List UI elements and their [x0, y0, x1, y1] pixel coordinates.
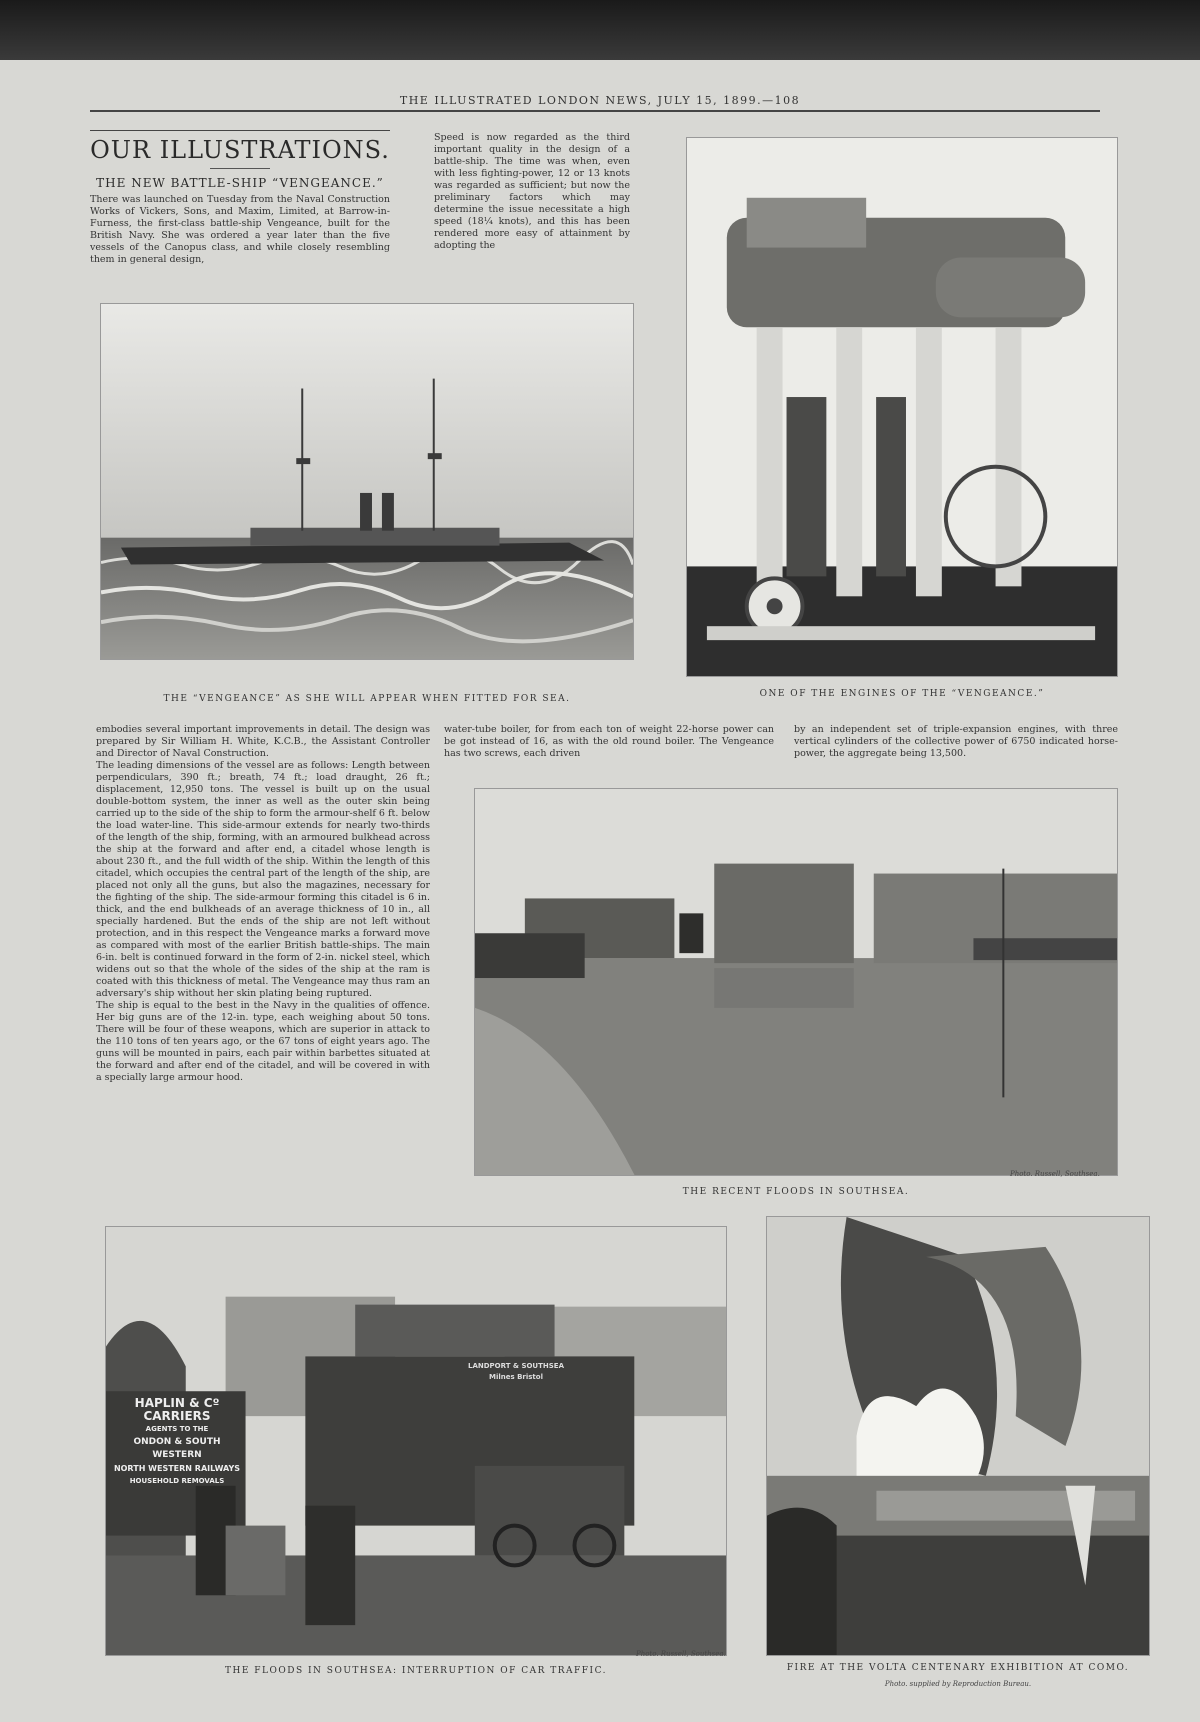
tram-signage [466, 1361, 566, 1383]
tram-sign-line-2: Milnes Bristol [488, 1373, 543, 1381]
engine-photo [686, 137, 1118, 677]
ship-caption: THE “VENGEANCE” AS SHE WILL APPEAR WHEN FITTED FOR SEA. [163, 694, 571, 704]
fire-photo [766, 1216, 1150, 1656]
newspaper-page [0, 60, 1200, 1722]
floods-illustration [475, 789, 1117, 1175]
article-intro-col1: There was launched on Tuesday from the Naval Construction Works of Vickers, Sons, and Maxim, Limited, at Barrow-in-Furness, the first-class battle-ship Vengeance, built for the British Navy. She was ordered a year later than the five vessels of the Canopus class, and while closely resembling them in general design, [90, 194, 390, 265]
tram-sign-line-1: LANDPORT & SOUTHSEA [467, 1362, 564, 1370]
van-sign-line-5: HOUSEHOLD REMOVALS [129, 1477, 225, 1485]
running-head: THE ILLUSTRATED LONDON NEWS, JULY 15, 1899.—108 [399, 94, 801, 107]
title-rule [90, 130, 390, 131]
floods-caption: THE RECENT FLOODS IN SOUTHSEA. [682, 1187, 910, 1197]
car-traffic-caption: THE FLOODS IN SOUTHSEA: INTERRUPTION OF CAR TRAFFIC. [224, 1666, 608, 1676]
header-rule [90, 110, 1100, 112]
van-sign-line-1: HAPLIN & Cº CARRIERS [134, 1396, 220, 1423]
article-body-col3: by an independent set of triple-expansion engines, with three vertical cylinders of the collective power of 6750 indicated horse-power, the aggregate being 13,500. [794, 724, 1118, 759]
van-signage [108, 1397, 246, 1488]
engine-caption: ONE OF THE ENGINES OF THE “VENGEANCE.” [759, 689, 1045, 699]
fire-credit: Photo. supplied by Reproduction Bureau. [884, 1680, 1032, 1688]
van-sign-line-4: NORTH WESTERN RAILWAYS [113, 1464, 241, 1473]
article-subtitle: THE NEW BATTLE-SHIP “VENGEANCE.” [96, 176, 384, 190]
floods-photo [474, 788, 1118, 1176]
ship-illustration [101, 304, 633, 659]
fire-caption: FIRE AT THE VOLTA CENTENARY EXHIBITION AT COMO. [786, 1663, 1130, 1673]
van-sign-line-2: AGENTS TO THE [145, 1425, 209, 1433]
van-sign-line-3: ONDON & SOUTH WESTERN [133, 1437, 221, 1460]
fire-illustration [767, 1217, 1149, 1655]
scan-dark-margin [0, 0, 1200, 60]
article-body-col1: embodies several important improvements in detail. The design was prepared by Sir William H. White, K.C.B., the Assistant Controller and Director of Naval Construction. The leading dimensions of the vessel are as follows: Length between perpendiculars, 390 ft.; breath, 74 ft.; load draught, 26 ft.; displacement, 12,950 tons. The vessel is built up on the usual double-bottom system, the inner as well as the outer skin being carried up to the side of the ship to form the armour-shelf 6 ft. below the load water-line. This side-armour extends for nearly two-thirds of the length of the ship, forming, with an armoured bulkhead across the ship at the forward and after end, a citadel whose length is about 230 ft., and the full width of the ship. Within the length of this citadel, which occupies the central part of the length of the ship, are placed not only all the guns, but also the magazines, necessary for the fighting of the ship. The side-armour forming this citadel is 6 in. thick, and the end bulkheads of an average thickness of 10 in., all specially hardened. But the ends of the ship are not left without protection, and in this respect the Vengeance marks a forward move as compared with most of the earlier British battle-ships. The main 6-in. belt is continued forward in the form of 2-in. nickel steel, which widens out so that the whole of the sides of the ship at the ram is coated with this thickness of metal. The Vengeance may thus ram an adversary's ship without her skin plating being ruptured. The ship is equal to the best in the Navy in the qualities of offence. Her big guns are of the 12-in. type, each weighing about 50 tons. There will be four of these weapons, which are superior in attack to the 110 tons of ten years ago, or the 67 tons of eight years ago. The guns will be mounted in pairs, each pair within barbettes situated at the forward and after end of the citadel, and will be covered in with a specially large armour hood. [96, 724, 430, 1083]
page-title: OUR ILLUSTRATIONS. [90, 136, 390, 164]
car-traffic-credit: Photo. Russell, Southsea. [636, 1650, 726, 1658]
floods-credit: Photo. Russell, Southsea. [1010, 1170, 1100, 1178]
article-intro-col2: Speed is now regarded as the third important quality in the design of a battle-ship. The time was when, even with less fighting-power, 12 or 13 knots was regarded as sufficient; but now the preliminary factors which may determine the issue necessitate a high speed (18¼ knots), and this has been rendered more easy of attainment by adopting the [434, 132, 630, 251]
article-body-col2: water-tube boiler, for from each ton of weight 22-horse power can be got instead of 16, as with the old round boiler. The Vengeance has two screws, each driven [444, 724, 774, 759]
car-traffic-photo [105, 1226, 727, 1656]
engine-illustration [687, 138, 1117, 676]
subtitle-rule [210, 168, 270, 169]
ship-photo [100, 303, 634, 660]
